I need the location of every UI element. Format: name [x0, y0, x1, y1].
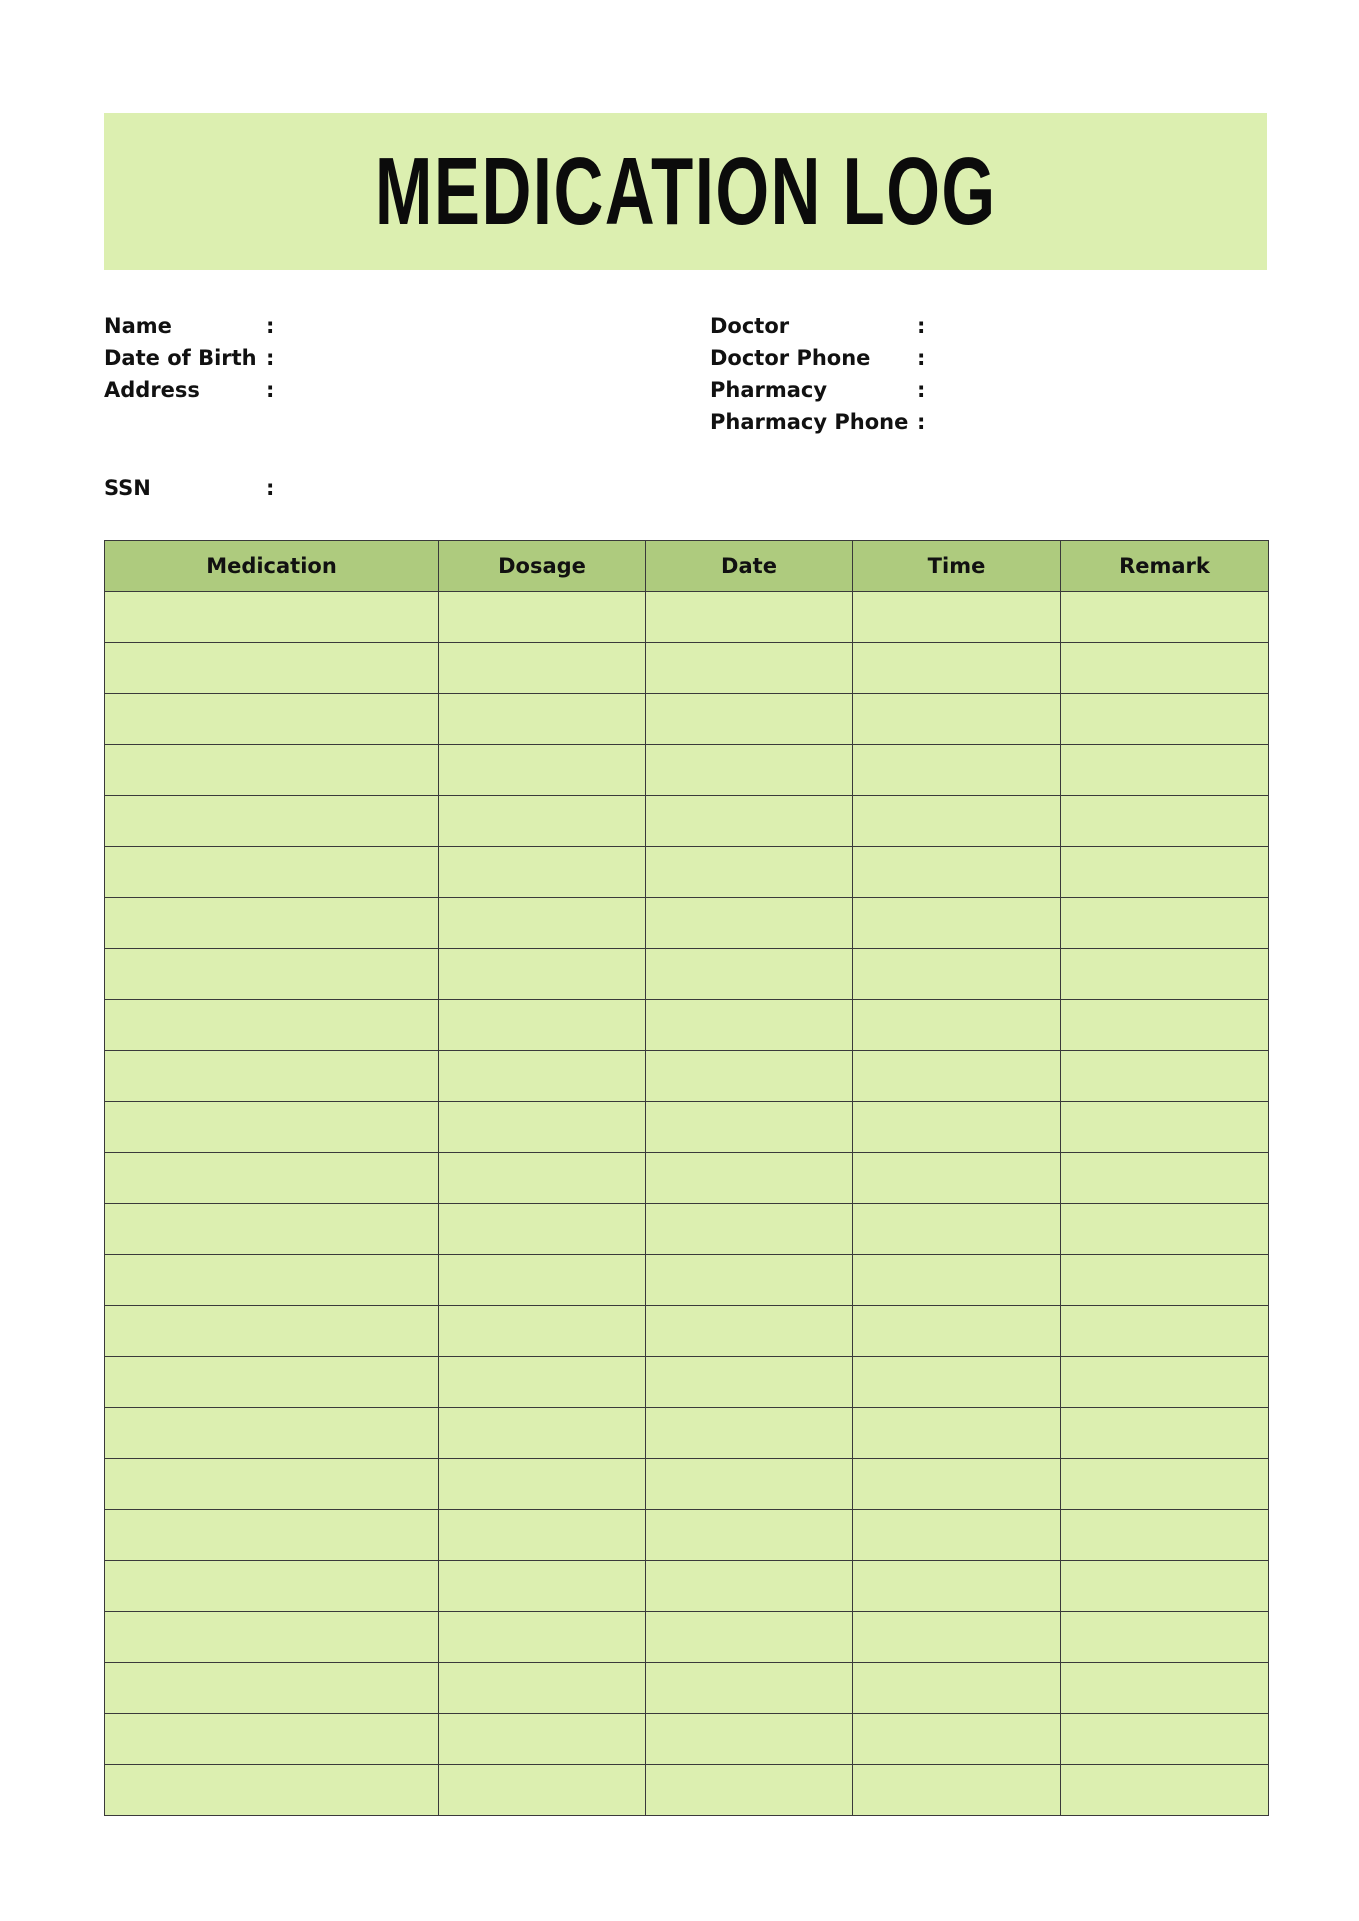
medication-cell[interactable] [105, 898, 439, 949]
remark-cell[interactable] [1061, 643, 1269, 694]
name-field[interactable] [104, 310, 275, 342]
medication-cell[interactable] [105, 1000, 439, 1051]
time-cell[interactable] [853, 1510, 1061, 1561]
medication-cell[interactable] [105, 592, 439, 643]
medication-cell[interactable] [105, 1408, 439, 1459]
time-cell[interactable] [853, 949, 1061, 1000]
date-cell[interactable] [646, 1051, 853, 1102]
dosage-cell[interactable] [439, 847, 646, 898]
dosage-cell[interactable] [439, 1459, 646, 1510]
remark-cell[interactable] [1061, 1357, 1269, 1408]
remark-cell[interactable] [1061, 1255, 1269, 1306]
medication-cell[interactable] [105, 847, 439, 898]
pharmacy-phone-label: Pharmacy Phone [710, 410, 909, 434]
table-header-row [105, 541, 1269, 592]
remark-cell[interactable] [1061, 1612, 1269, 1663]
dosage-cell[interactable] [439, 592, 646, 643]
dosage-cell[interactable] [439, 643, 646, 694]
dosage-cell[interactable] [439, 1102, 646, 1153]
date-cell[interactable] [646, 898, 853, 949]
time-cell[interactable] [853, 1357, 1061, 1408]
doctor-phone-colon: : [917, 346, 926, 370]
date-cell[interactable] [646, 1408, 853, 1459]
medication-cell[interactable] [105, 949, 439, 1000]
time-cell[interactable] [853, 643, 1061, 694]
table-row [105, 592, 1269, 643]
date-cell[interactable] [646, 847, 853, 898]
pharmacy-colon: : [917, 378, 926, 402]
medication-cell[interactable] [105, 643, 439, 694]
medication-cell[interactable] [105, 1510, 439, 1561]
time-cell[interactable] [853, 1306, 1061, 1357]
table-row [105, 1204, 1269, 1255]
column-header-medication: Medication [105, 541, 439, 592]
dosage-cell[interactable] [439, 745, 646, 796]
table-row [105, 1255, 1269, 1306]
time-cell[interactable] [853, 694, 1061, 745]
date-of-birth-label: Date of Birth [104, 346, 257, 370]
table-row [105, 796, 1269, 847]
date-cell[interactable] [646, 1765, 853, 1816]
remark-cell[interactable] [1061, 1510, 1269, 1561]
date-of-birth-colon: : [266, 346, 275, 370]
table-row [105, 1663, 1269, 1714]
column-header-dosage: Dosage [439, 541, 646, 592]
remark-cell[interactable] [1061, 592, 1269, 643]
dosage-cell[interactable] [439, 1765, 646, 1816]
date-cell[interactable] [646, 1459, 853, 1510]
table-row [105, 949, 1269, 1000]
page-title: MEDICATION LOG [374, 137, 997, 245]
medication-cell[interactable] [105, 1765, 439, 1816]
dosage-cell[interactable] [439, 898, 646, 949]
dosage-cell[interactable] [439, 1663, 646, 1714]
time-cell[interactable] [853, 1612, 1061, 1663]
date-cell[interactable] [646, 1714, 853, 1765]
remark-cell[interactable] [1061, 1765, 1269, 1816]
doctor-phone-label: Doctor Phone [710, 346, 871, 370]
table-row [105, 847, 1269, 898]
title-banner [104, 113, 1267, 270]
remark-cell[interactable] [1061, 1000, 1269, 1051]
table-row [105, 694, 1269, 745]
doctor-phone-field[interactable] [710, 342, 926, 374]
date-cell[interactable] [646, 949, 853, 1000]
dosage-cell[interactable] [439, 1306, 646, 1357]
medication-log-table [104, 540, 1269, 1816]
dosage-cell[interactable] [439, 1510, 646, 1561]
medication-cell[interactable] [105, 1051, 439, 1102]
table-row [105, 1714, 1269, 1765]
dosage-cell[interactable] [439, 1051, 646, 1102]
dosage-cell[interactable] [439, 1000, 646, 1051]
date-cell[interactable] [646, 1612, 853, 1663]
table-row [105, 1612, 1269, 1663]
date-cell[interactable] [646, 796, 853, 847]
time-cell[interactable] [853, 1000, 1061, 1051]
time-cell[interactable] [853, 847, 1061, 898]
remark-cell[interactable] [1061, 898, 1269, 949]
medication-cell[interactable] [105, 1612, 439, 1663]
dosage-cell[interactable] [439, 1153, 646, 1204]
address-field[interactable] [104, 374, 275, 406]
table-row [105, 1153, 1269, 1204]
table-row [105, 1510, 1269, 1561]
table-row [105, 1561, 1269, 1612]
table-row [105, 1051, 1269, 1102]
table-body [105, 592, 1269, 1816]
remark-cell[interactable] [1061, 949, 1269, 1000]
address-label: Address [104, 378, 200, 402]
time-cell[interactable] [853, 1663, 1061, 1714]
medication-cell[interactable] [105, 1663, 439, 1714]
doctor-label: Doctor [710, 314, 790, 338]
table-row [105, 1357, 1269, 1408]
address-colon: : [266, 378, 275, 402]
medication-cell[interactable] [105, 1255, 439, 1306]
remark-cell[interactable] [1061, 1153, 1269, 1204]
remark-cell[interactable] [1061, 847, 1269, 898]
date-cell[interactable] [646, 643, 853, 694]
date-cell[interactable] [646, 1561, 853, 1612]
date-cell[interactable] [646, 694, 853, 745]
remark-cell[interactable] [1061, 796, 1269, 847]
date-cell[interactable] [646, 1255, 853, 1306]
remark-cell[interactable] [1061, 1561, 1269, 1612]
time-cell[interactable] [853, 745, 1061, 796]
remark-cell[interactable] [1061, 1204, 1269, 1255]
medication-cell[interactable] [105, 1102, 439, 1153]
table-row [105, 1765, 1269, 1816]
medication-cell[interactable] [105, 1204, 439, 1255]
dosage-cell[interactable] [439, 1357, 646, 1408]
medication-cell[interactable] [105, 1561, 439, 1612]
medication-cell[interactable] [105, 1153, 439, 1204]
remark-cell[interactable] [1061, 745, 1269, 796]
medication-cell[interactable] [105, 745, 439, 796]
table-row [105, 1459, 1269, 1510]
table-row [105, 898, 1269, 949]
provider-info-fields [710, 310, 926, 438]
medication-cell[interactable] [105, 1714, 439, 1765]
time-cell[interactable] [853, 1204, 1061, 1255]
dosage-cell[interactable] [439, 694, 646, 745]
remark-cell[interactable] [1061, 1459, 1269, 1510]
name-colon: : [266, 314, 275, 338]
table-row [105, 1306, 1269, 1357]
time-cell[interactable] [853, 1051, 1061, 1102]
table-row [105, 1408, 1269, 1459]
patient-info-fields [104, 310, 275, 406]
remark-cell[interactable] [1061, 694, 1269, 745]
name-label: Name [104, 314, 172, 338]
date-cell[interactable] [646, 1306, 853, 1357]
remark-cell[interactable] [1061, 1306, 1269, 1357]
dosage-cell[interactable] [439, 796, 646, 847]
dosage-cell[interactable] [439, 1561, 646, 1612]
ssn-label: SSN [104, 476, 151, 500]
medication-cell[interactable] [105, 796, 439, 847]
date-cell[interactable] [646, 745, 853, 796]
date-of-birth-field[interactable] [104, 342, 275, 374]
dosage-cell[interactable] [439, 1408, 646, 1459]
table-row [105, 745, 1269, 796]
column-header-remark: Remark [1061, 541, 1269, 592]
dosage-cell[interactable] [439, 1612, 646, 1663]
time-cell[interactable] [853, 1561, 1061, 1612]
pharmacy-label: Pharmacy [710, 378, 828, 402]
date-cell[interactable] [646, 1204, 853, 1255]
time-cell[interactable] [853, 1153, 1061, 1204]
remark-cell[interactable] [1061, 1663, 1269, 1714]
dosage-cell[interactable] [439, 1714, 646, 1765]
medication-cell[interactable] [105, 694, 439, 745]
dosage-cell[interactable] [439, 1204, 646, 1255]
pharmacy-phone-field[interactable] [710, 406, 926, 438]
date-cell[interactable] [646, 1000, 853, 1051]
date-cell[interactable] [646, 1663, 853, 1714]
date-cell[interactable] [646, 1357, 853, 1408]
column-header-date: Date [646, 541, 853, 592]
time-cell[interactable] [853, 898, 1061, 949]
table-row [105, 1102, 1269, 1153]
date-cell[interactable] [646, 1102, 853, 1153]
ssn-field[interactable] [104, 472, 404, 504]
remark-cell[interactable] [1061, 1408, 1269, 1459]
pharmacy-field[interactable] [710, 374, 926, 406]
medication-cell[interactable] [105, 1459, 439, 1510]
time-cell[interactable] [853, 1408, 1061, 1459]
column-header-time: Time [853, 541, 1061, 592]
time-cell[interactable] [853, 1255, 1061, 1306]
doctor-colon: : [917, 314, 926, 338]
medication-cell[interactable] [105, 1357, 439, 1408]
date-cell[interactable] [646, 592, 853, 643]
time-cell[interactable] [853, 592, 1061, 643]
doctor-field[interactable] [710, 310, 926, 342]
date-cell[interactable] [646, 1153, 853, 1204]
dosage-cell[interactable] [439, 949, 646, 1000]
pharmacy-phone-colon: : [917, 410, 926, 434]
ssn-colon: : [266, 476, 275, 500]
medication-cell[interactable] [105, 1306, 439, 1357]
dosage-cell[interactable] [439, 1255, 646, 1306]
time-cell[interactable] [853, 1714, 1061, 1765]
time-cell[interactable] [853, 1765, 1061, 1816]
time-cell[interactable] [853, 796, 1061, 847]
remark-cell[interactable] [1061, 1714, 1269, 1765]
time-cell[interactable] [853, 1102, 1061, 1153]
remark-cell[interactable] [1061, 1102, 1269, 1153]
remark-cell[interactable] [1061, 1051, 1269, 1102]
time-cell[interactable] [853, 1459, 1061, 1510]
date-cell[interactable] [646, 1510, 853, 1561]
table-row [105, 643, 1269, 694]
table-row [105, 1000, 1269, 1051]
